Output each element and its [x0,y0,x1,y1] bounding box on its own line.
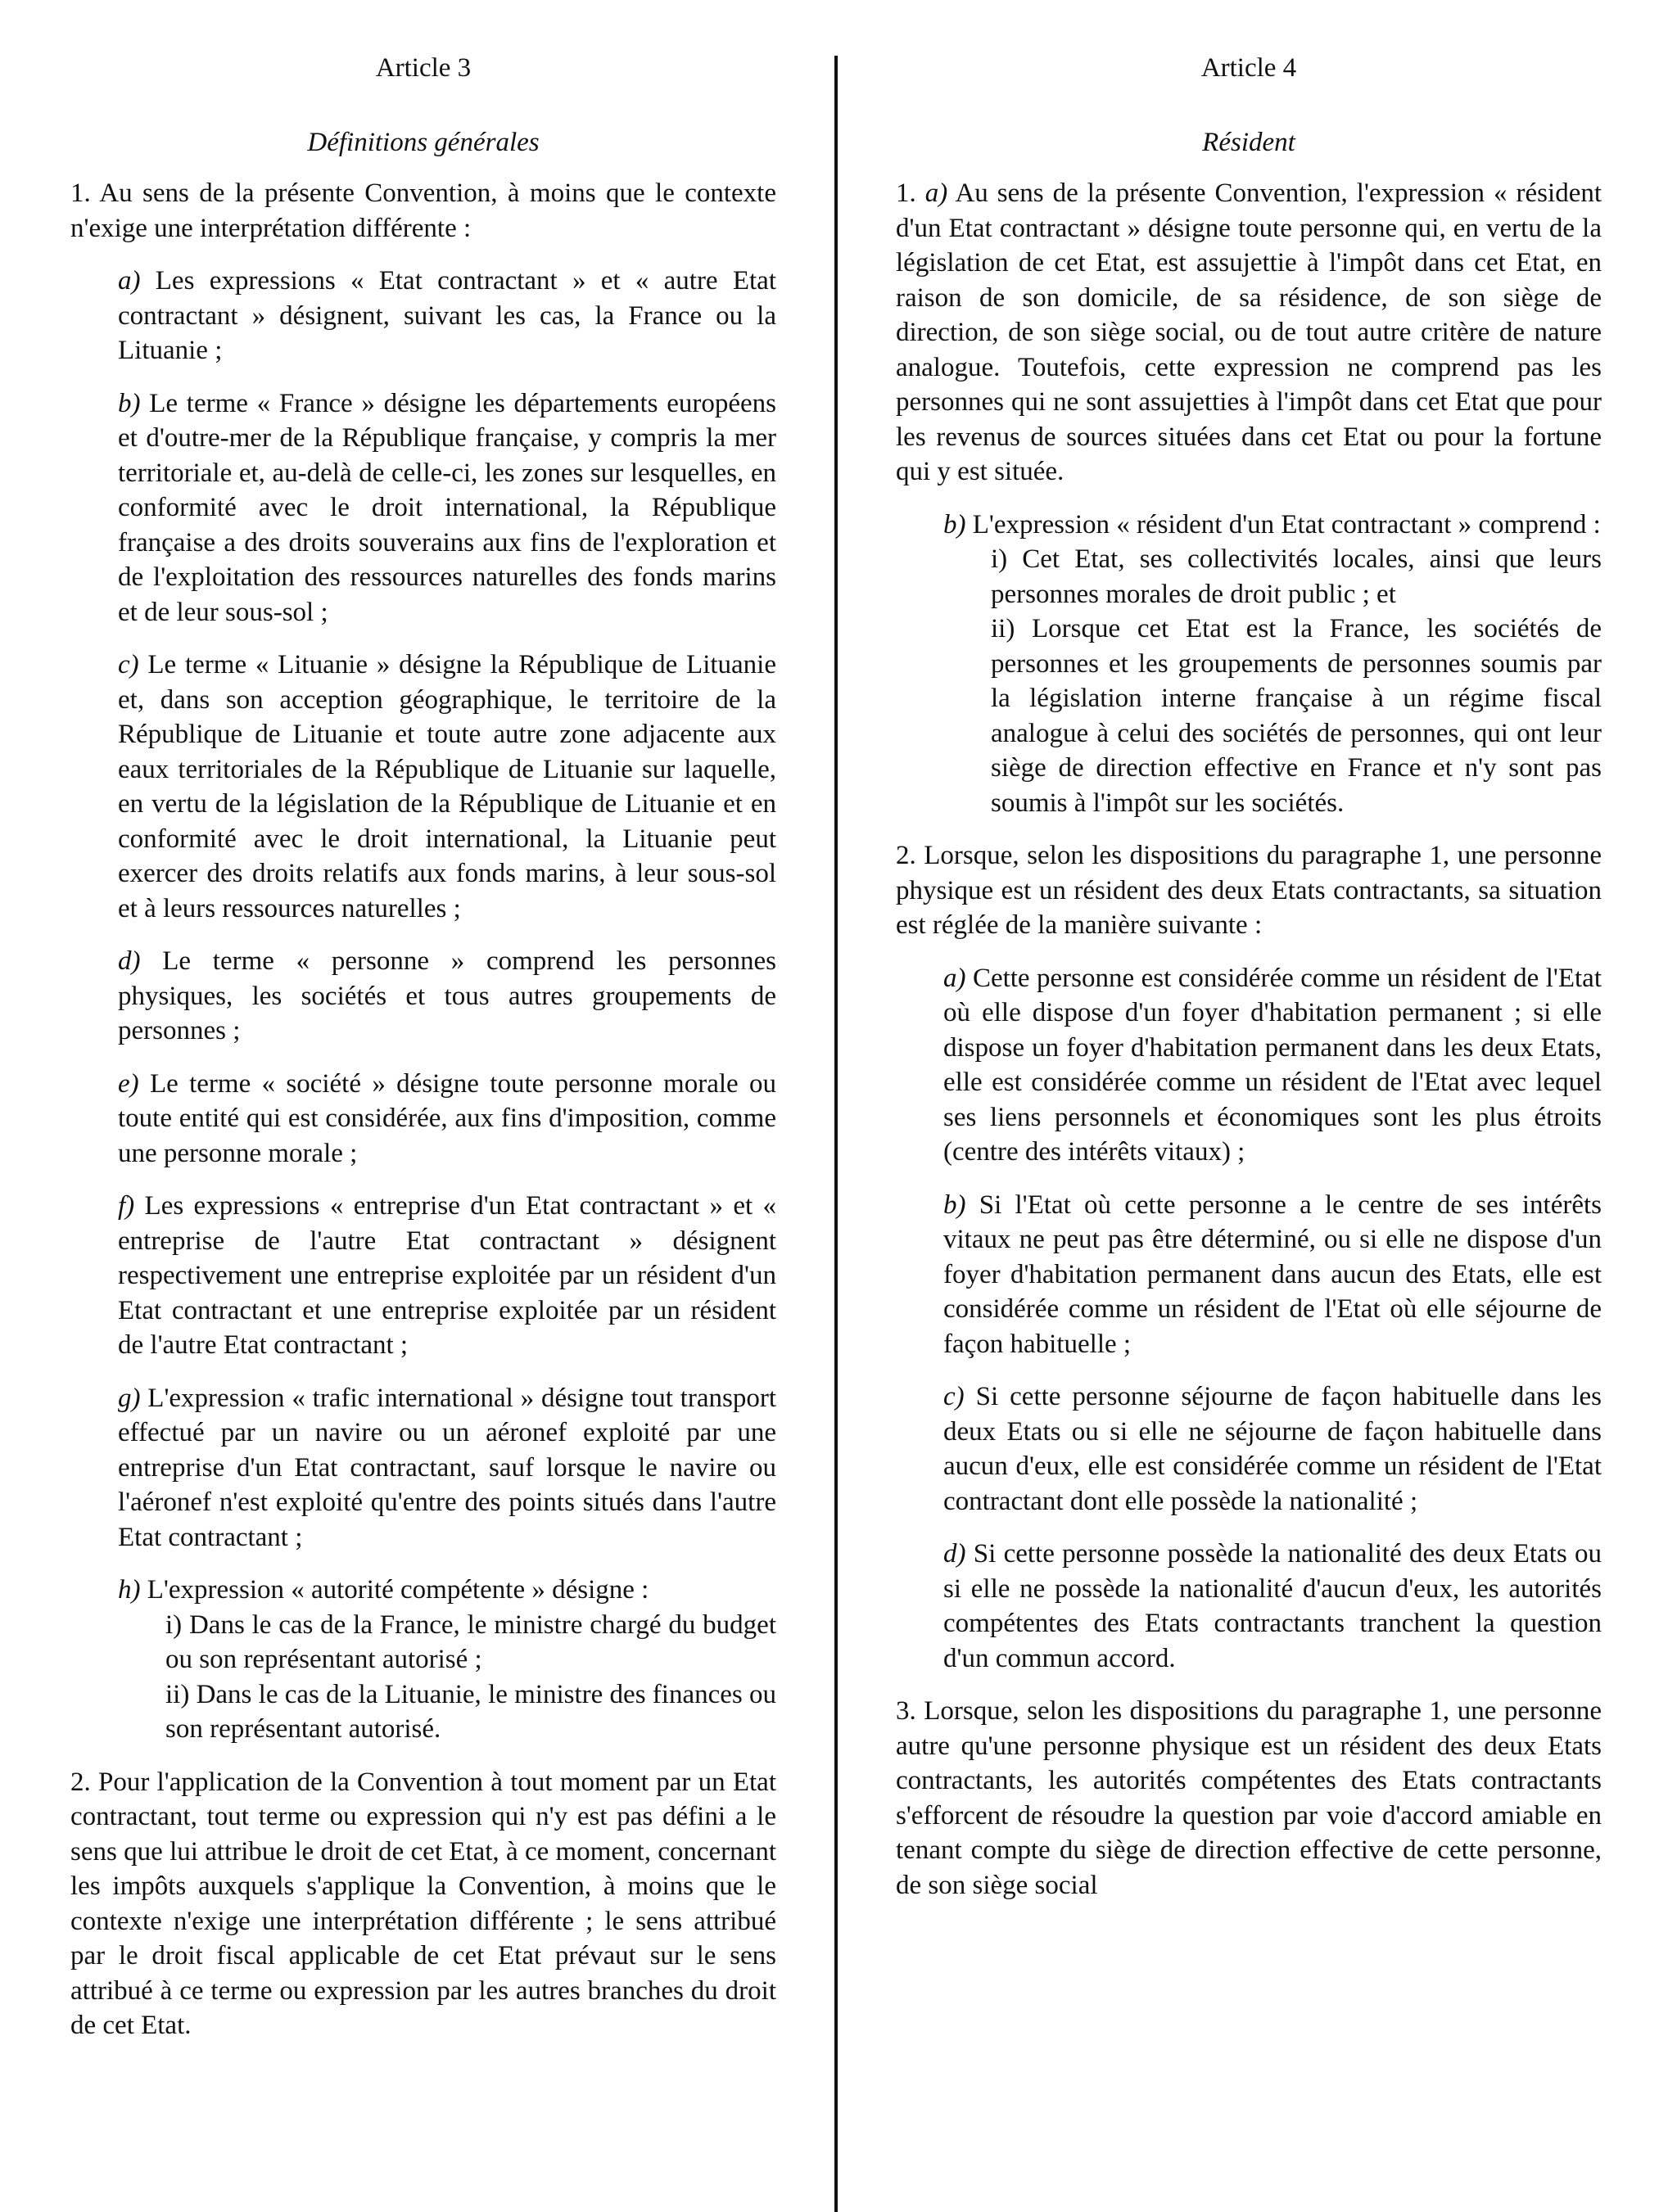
tiebreak-a [943,961,1602,1170]
item-text: L'expression « trafic international » désigne tout transport effectué par un navire ou un aéronef exploité par une entreprise d'un Etat contractant, sauf lorsque le navire ou l'aéronef n'est exploité qu'entre des points situés dans l'autre Etat contractant ; [118,1383,776,1552]
item-label: h) [118,1575,141,1605]
item-label: b) [943,1190,966,1220]
item-text: Si cette personne séjourne de façon habituelle dans les deux Etats ou si elle ne séjourne de façon habituelle dans aucun d'eux, elle est considérée comme un résident de l'Etat contractant dont elle possède la nationalité ; [943,1382,1602,1516]
article-4-title: Article 4 [1200,53,1297,83]
item-label: a) [118,266,141,296]
definition-g [118,1381,776,1555]
article-3-title: Article 3 [375,53,472,83]
article-4-paragraph-1a [896,176,1602,490]
paragraph-number: 1. [896,178,925,208]
item-text: L'expression « résident d'un Etat contractant » comprend : [965,509,1601,539]
article-3-subtitle: Définitions générales [307,127,540,157]
item-text: Le terme « société » désigne toute personne morale ou toute entité qui est considérée, aux fins d'imposition, comme une personne morale ; [118,1068,776,1168]
item-text: Les expressions « entreprise d'un Etat contractant » et « entreprise de l'autre Etat contractant » désignent respectivement une entreprise exploitée par un résident d'un Etat contractant et une entreprise exploitée par un résident de l'autre Etat contractant ; [118,1191,776,1360]
definition-a [118,264,776,368]
article-3-column [70,51,776,2061]
item-label: d) [118,946,141,976]
column-divider [834,56,838,2212]
item-text: Si cette personne possède la nationalité des deux Etats ou si elle ne possède la nationalité d'aucun d'eux, les autorités compétentes des Etats contractants tranchent la question d'un commun accord. [943,1539,1602,1673]
item-label: d) [943,1539,966,1569]
item-label: e) [118,1068,139,1099]
tiebreak-d [943,1537,1602,1676]
definition-h [118,1573,776,1608]
item-text: Le terme « personne » comprend les personnes physiques, les sociétés et tous autres groupements de personnes ; [118,946,776,1045]
item-text: L'expression « autorité compétente » désigne : [140,1575,649,1605]
tiebreak-c [943,1379,1602,1519]
item-label: c) [118,650,139,679]
item-text: Le terme « Lituanie » désigne la République de Lituanie et, dans son acception géographique, le territoire de la République de Lituanie et toute autre zone adjacente aux eaux territoriales de la République de Lituanie sur laquelle, en vertu de la législation de la République de Lituanie et en conformité avec le droit international, la Lituanie peut exercer des droits relatifs aux fonds marins, à leur sous-sol et à leurs ressources naturelles ; [118,650,776,923]
item-text: Cette personne est considérée comme un résident de l'Etat où elle dispose d'un foyer d'habitation permanent ; si elle dispose un foyer d'habitation permanent dans les deux Etats, elle est considérée comme un résident de l'Etat avec lequel ses liens personnels et économiques sont les plus étroits (centre des intérêts vitaux) ; [943,963,1602,1167]
article-4-paragraph-1b [943,508,1602,543]
item-label: b) [943,509,966,539]
definition-c [118,648,776,926]
tiebreak-b [943,1188,1602,1362]
item-label: a) [924,178,948,208]
item-label: a) [943,963,966,993]
resident-b-ii: ii) Lorsque cet Etat est la France, les sociétés de personnes et les groupements de personnes soumis par la législation interne française à un régime fiscal analogue à celui des sociétés de personnes, qui ont leur siège de direction effective en France et n'y sont pas soumis à l'impôt sur les sociétés. [991,614,1602,818]
definition-h-ii: ii) Dans le cas de la Lituanie, le ministre des finances ou son représentant autorisé. [165,1679,776,1744]
item-label: b) [118,388,141,418]
item-label: c) [943,1382,965,1411]
article-4-subtitle: Résident [1202,127,1295,157]
item-text: Si l'Etat où cette personne a le centre de ses intérêts vitaux ne peut pas être déterminé, ou si elle ne dispose d'un foyer d'habitation permanent dans aucun des Etats, elle est considérée comme un résident de l'Etat où elle séjourne de façon habituelle ; [943,1190,1602,1359]
item-text: Au sens de la présente Convention, l'expression « résident d'un Etat contractant » désigne toute personne qui, en vertu de la législation de cet Etat, est assujettie à l'impôt dans cet Etat, en raison de son domicile, de sa résidence, de son siège de direction, de son siège social, ou de tout autre critère de nature analogue. Toutefois, cette expression ne comprend pas les personnes qui ne sont assujetties à l'impôt dans cet Etat que pour les revenus de sources situées dans cet Etat ou pour la fortune qui y est située. [896,178,1602,486]
item-label: g) [118,1383,141,1413]
definition-h-i: i) Dans le cas de la France, le ministre chargé du budget ou son représentant autorisé ; [165,1609,776,1674]
article-4-column [896,51,1602,1921]
definition-d [118,944,776,1049]
item-label: f) [118,1191,135,1221]
item-text: Le terme « France » désigne les départements européens et d'outre-mer de la République française, y compris la mer territoriale et, au-delà de celle-ci, les zones sur lesquelles, en conformité avec le droit international, la République française a des droits souverains aux fins de l'exploration et de l'exploitation des ressources naturelles des fonds marins et de leur sous-sol ; [118,388,776,627]
article-3-paragraph-2: 2. Pour l'application de la Convention à tout moment par un Etat contractant, tout terme ou expression qui n'y est pas défini a le sens que lui attribue le droit de cet Etat, à ce moment, concernant les impôts auxquels s'applique la Convention, à moins que le contexte n'exige une interprétation différente ; le sens attribué par le droit fiscal applicable de cet Etat prévaut sur le sens attribué à ce terme ou expression par les autres branches du droit de cet Etat. [70,1767,776,2040]
item-text: Les expressions « Etat contractant » et « autre Etat contractant » désignent, suivant les cas, la France ou la Lituanie ; [118,266,776,365]
resident-b-i: i) Cet Etat, ses collectivités locales, ainsi que leurs personnes morales de droit public ; et [991,544,1602,609]
definition-e [118,1067,776,1171]
article-3-paragraph-1: 1. Au sens de la présente Convention, à moins que le contexte n'exige une interprétation différente : [70,178,776,243]
definition-f [118,1189,776,1363]
article-4-paragraph-2: 2. Lorsque, selon les dispositions du paragraphe 1, une personne physique est un résident des deux Etats contractants, sa situation est réglée de la manière suivante : [896,841,1602,940]
article-4-paragraph-3: 3. Lorsque, selon les dispositions du paragraphe 1, une personne autre qu'une personne physique est un résident des deux Etats contractants, les autorités compétentes des Etats contractants s'efforcent de résoudre la question par voie d'accord amiable en tenant compte du siège de direction effective de cette personne, de son siège social [896,1696,1602,1900]
definition-b [118,386,776,630]
